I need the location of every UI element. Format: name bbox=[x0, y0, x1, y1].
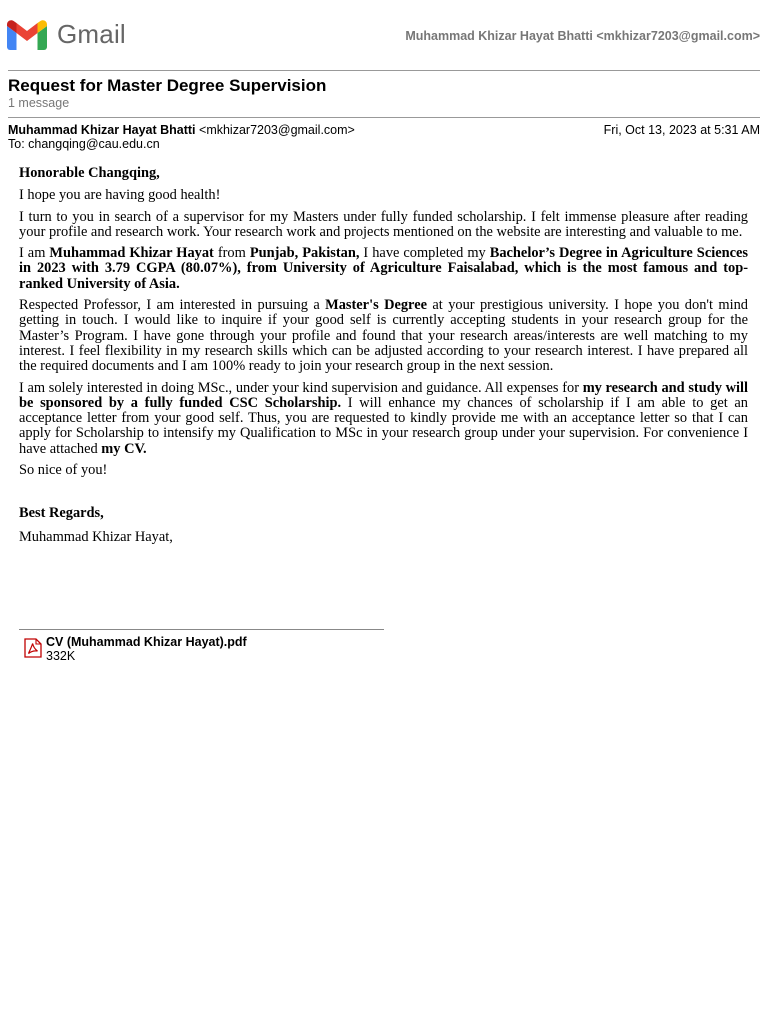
greeting-text: Honorable Changqing, bbox=[19, 165, 160, 181]
gmail-brand-text: Gmail bbox=[57, 19, 126, 49]
closing bbox=[19, 506, 748, 521]
bold-segment: Muhammad Khizar Hayat bbox=[49, 245, 214, 262]
bold-segment: my CV. bbox=[101, 440, 147, 457]
bold-segment: my research and study will be sponsored by a fully funded CSC Scholarship. bbox=[19, 379, 748, 411]
text-segment: I am solely interested in doing MSc., under your kind supervision and guidance. All expenses for bbox=[19, 379, 583, 396]
signature: Muhammad Khizar Hayat, bbox=[19, 528, 173, 545]
text-segment: I am bbox=[19, 245, 50, 262]
message-date: Fri, Oct 13, 2023 at 5:31 AM bbox=[603, 123, 760, 137]
paragraph-background bbox=[19, 246, 748, 292]
paragraph-thanks: So nice of you! bbox=[19, 462, 108, 479]
text-segment: at your prestigious university. I hope you don't mind getting in touch. I would like to inquire if your good self is currently accepting students in your research group for the Master’s Program. I have gone through your profile and found that your research areas/interests are well matching to my interest. I feel flexibility in my research skills which can be adjusted according to your research interest. I have prepared all the required documents and I am 100% ready to join your research group in the next session. bbox=[19, 297, 748, 375]
attachment-divider bbox=[19, 629, 384, 630]
text-segment: I will enhance my chances of scholarship if I am able to get an acceptance letter from your good self. Thus, you are requested to kindly provide me with an acceptance letter so that I can apply for Scholarship to intensify my Qualification to MSc in your research group under your supervision. For convenience I have attached bbox=[19, 394, 748, 457]
gmail-header bbox=[7, 18, 760, 54]
greeting bbox=[19, 166, 748, 181]
paragraph-health: I hope you are having good health! bbox=[19, 187, 221, 204]
bold-segment: Punjab, Pakistan, bbox=[249, 245, 360, 262]
account-identity: Muhammad Khizar Hayat Bhatti <mkhizar7203@gmail.com> bbox=[405, 29, 760, 43]
text-segment: from bbox=[213, 245, 250, 262]
text-segment: Respected Professor, I am interested in pursuing a bbox=[19, 297, 326, 314]
sender-email[interactable]: <mkhizar7203@gmail.com> bbox=[199, 123, 355, 137]
message-recipient: To: changqing@cau.edu.cn bbox=[8, 137, 160, 151]
message-count: 1 message bbox=[8, 96, 70, 110]
attachment-size: 332K bbox=[46, 649, 76, 663]
thread-subject: Request for Master Degree Supervision bbox=[8, 76, 327, 95]
paragraph-scholarship bbox=[19, 381, 748, 457]
message-sender bbox=[8, 123, 355, 137]
text-segment: I have completed my bbox=[359, 245, 490, 262]
paragraph-interest bbox=[19, 298, 748, 374]
header-divider bbox=[8, 70, 760, 71]
sender-name: Muhammad Khizar Hayat Bhatti bbox=[8, 123, 196, 137]
gmail-logo-icon[interactable] bbox=[7, 20, 47, 50]
bold-segment: Bachelor’s Degree in Agriculture Sciences in 2023 with 3.79 CGPA (80.07%), from University of Agriculture Faisalabad, which is the most famous and top-ranked University of Asia. bbox=[19, 245, 748, 292]
paragraph-search: I turn to you in search of a supervisor for my Masters under fully funded scholarship. I felt immense pleasure after reading your profile and research work. Your research work and projects mentioned on the website are interesting and valuable to me. bbox=[19, 208, 748, 240]
bold-segment: Master's Degree bbox=[325, 297, 427, 314]
closing-text: Best Regards, bbox=[19, 505, 104, 522]
attachment-name[interactable]: CV (Muhammad Khizar Hayat).pdf bbox=[46, 635, 247, 649]
message-divider bbox=[8, 117, 760, 118]
pdf-icon[interactable] bbox=[24, 638, 42, 658]
email-body bbox=[19, 166, 748, 551]
